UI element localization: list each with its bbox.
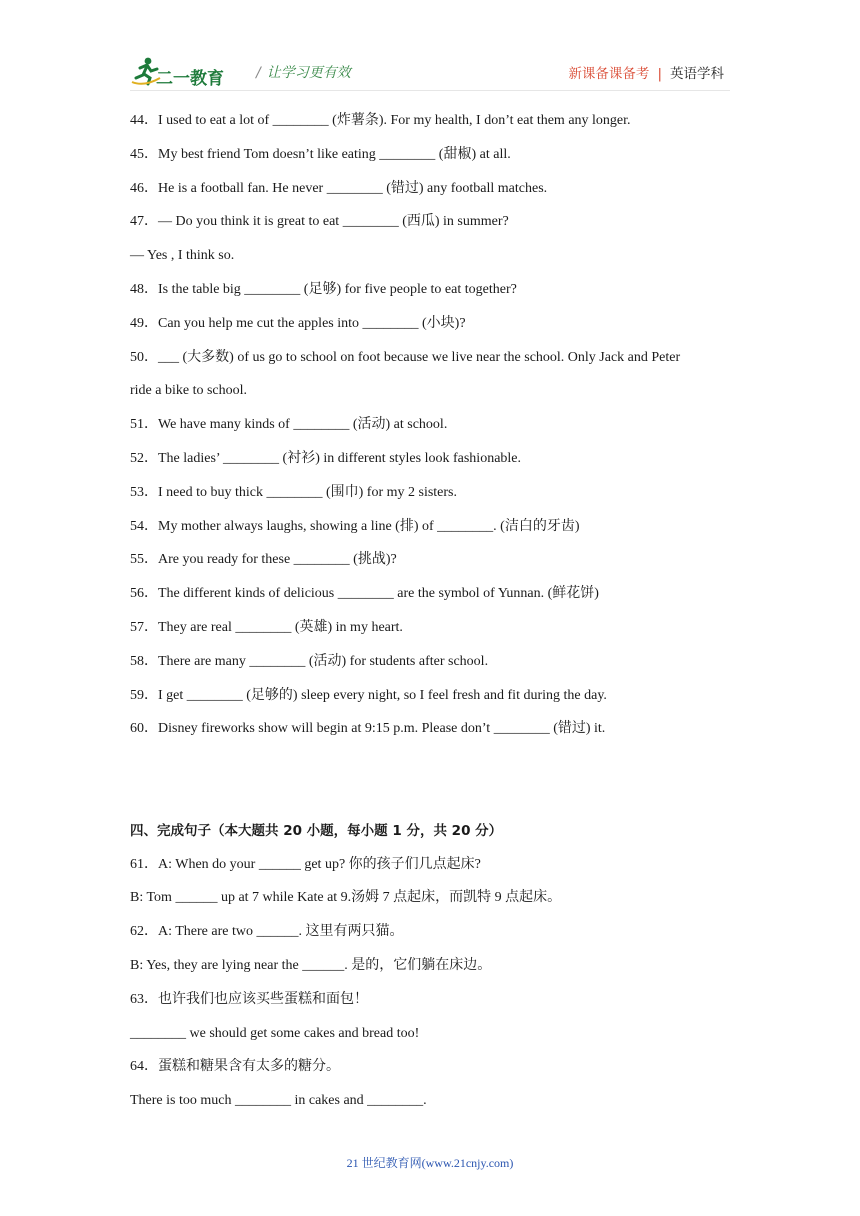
question-56: 56．The different kinds of delicious ________ are the symbol of Yunnan. (鲜花饼) [130,586,599,602]
section-four-title: 四、完成句子（本大题共 20 小题，每小题 1 分，共 20 分） [130,822,503,839]
question-44: 44．I used to eat a lot of ________ (炸薯条). For my health, I don’t eat them any longer. [130,113,631,128]
question-51: 51．We have many kinds of ________ (活动) at school. [130,417,448,433]
question-53: 53．I need to buy thick ________ (围巾) for my 2 sisters. [130,484,458,500]
slogan [256,62,351,82]
question-59: 59．I get ________ (足够的) sleep every night, so I feel fresh and fit during the day. [130,687,607,703]
header-right [568,62,724,82]
header-divider [130,90,730,91]
page-footer: 21 世纪教育网(www.21cnjy.com) [346,1156,514,1170]
question-49: 49．Can you help me cut the apples into ________ (小块)? [130,315,466,331]
header-subject-label: 英语学科 [670,66,724,82]
question-63: 63．也许我们也应该买些蛋糕和面包！ [130,991,368,1007]
question-62: 62．A: There are two ______. 这里有两只猫。 [130,924,404,940]
question-60: 60．Disney fireworks show will begin at 9:15 p.m. Please don’t ________ (错过) it. [130,721,606,737]
question-46: 46．He is a football fan. He never ________ (错过) any football matches. [130,180,548,196]
spacer [130,787,735,821]
question-64: 64．蛋糕和糖果含有太多的糖分。 [130,1059,340,1075]
question-64-english: There is too much ________ in cakes and ________. [130,1093,427,1109]
question-61-b: B: Tom ______ up at 7 while Kate at 9.汤姆 7 点起床，而凯特 9 点起床。 [130,890,562,906]
page-header [130,52,730,92]
question-55: 55．Are you ready for these ________ (挑战)? [130,552,397,568]
question-54: 54．My mother always laughs, showing a line (排) of ________. (洁白的牙齿) [130,518,580,534]
header-course-label: 新课备课备考 [568,66,650,82]
question-61: 61．A: When do your ______ get up? 你的孩子们几点起床? [130,856,481,872]
question-52: 52．The ladies’ ________ (衬衫) in different styles look fashionable. [130,450,522,466]
header-separator: | [657,66,662,82]
question-62-b: B: Yes, they are lying near the ______. 是的，它们躺在床边。 [130,957,492,973]
document-body [130,111,735,1125]
logo-text: 二一教育 [156,69,224,89]
question-58: 58．There are many ________ (活动) for students after school. [130,653,489,669]
question-57: 57．They are real ________ (英雄) in my heart. [130,619,403,635]
question-47-answer: — Yes , I think so. [130,248,235,264]
logo [130,56,240,90]
slogan-slash: / [256,65,261,81]
question-48: 48．Is the table big ________ (足够) for five people to eat together? [130,281,517,297]
question-45: 45．My best friend Tom doesn’t like eating ________ (甜椒) at all. [130,146,511,162]
spacer [130,753,735,787]
question-50-continued: ride a bike to school. [130,383,248,399]
question-47: 47．— Do you think it is great to eat ________ (西瓜) in summer? [130,214,509,230]
question-63-english: ________ we should get some cakes and bread too! [130,1025,420,1041]
question-50: 50．___ (大多数) of us go to school on foot because we live near the school. Only Jack and Peter [130,349,681,365]
slogan-text: 让学习更有效 [266,65,351,81]
